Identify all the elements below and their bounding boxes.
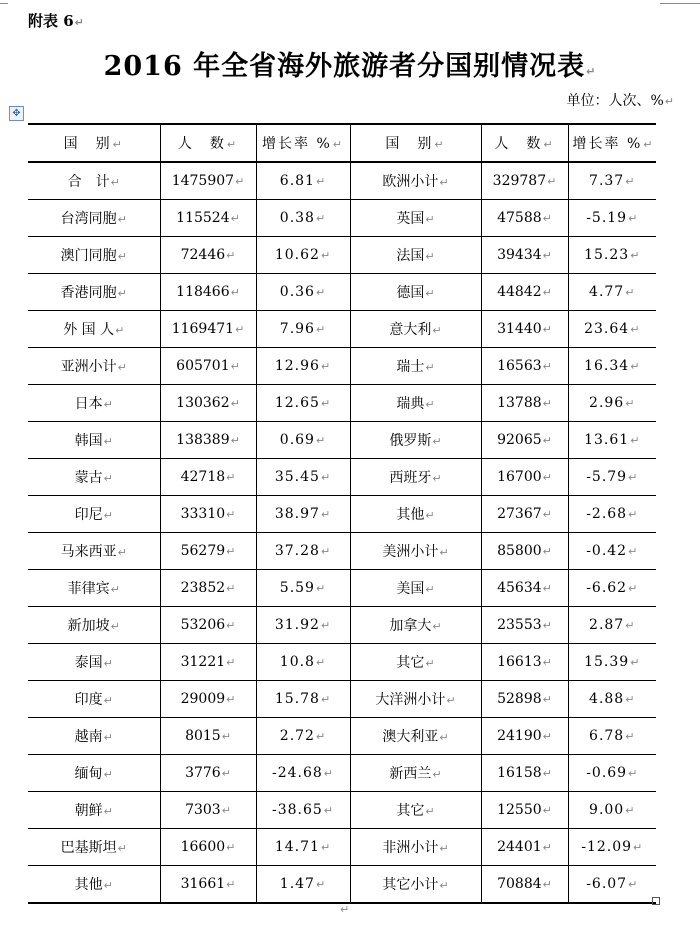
growth-cell: -0.42↵ xyxy=(568,533,656,570)
growth-cell: 2.96↵ xyxy=(568,385,656,422)
country-cell: 欧洲小计↵ xyxy=(350,162,481,200)
count-cell: 118466↵ xyxy=(160,274,256,311)
growth-cell: 4.88↵ xyxy=(568,681,656,718)
country-cell: 澳大利亚↵ xyxy=(350,718,481,755)
country-cell: 马来西亚↵ xyxy=(28,533,160,570)
country-cell: 俄罗斯↵ xyxy=(350,422,481,459)
growth-cell: 0.38↵ xyxy=(256,200,350,237)
country-cell: 新加坡↵ xyxy=(28,607,160,644)
table-row xyxy=(28,607,656,644)
count-cell: 16600↵ xyxy=(160,829,256,866)
count-cell: 70884↵ xyxy=(481,866,568,904)
country-cell: 朝鲜↵ xyxy=(28,792,160,829)
count-cell: 47588↵ xyxy=(481,200,568,237)
table-row xyxy=(28,681,656,718)
count-cell: 45634↵ xyxy=(481,570,568,607)
count-cell: 16700↵ xyxy=(481,459,568,496)
growth-cell: -5.79↵ xyxy=(568,459,656,496)
country-cell: 法国↵ xyxy=(350,237,481,274)
table-row xyxy=(28,792,656,829)
table-resize-handle[interactable] xyxy=(652,897,660,905)
growth-cell: 12.96↵ xyxy=(256,348,350,385)
growth-cell: 6.81↵ xyxy=(256,162,350,200)
growth-cell: 23.64↵ xyxy=(568,311,656,348)
count-cell: 33310↵ xyxy=(160,496,256,533)
count-cell: 138389↵ xyxy=(160,422,256,459)
count-cell: 23852↵ xyxy=(160,570,256,607)
growth-cell: 10.62↵ xyxy=(256,237,350,274)
table-row xyxy=(28,311,656,348)
appendix-label: 附表 6↵ xyxy=(28,12,84,30)
count-cell: 31221↵ xyxy=(160,644,256,681)
page-corner-rule-right xyxy=(660,3,700,4)
move-anchor-icon[interactable]: ✥ xyxy=(9,106,24,121)
country-cell: 其它小计↵ xyxy=(350,866,481,904)
count-cell: 13788↵ xyxy=(481,385,568,422)
col-header-count: 人 数↵ xyxy=(160,124,256,162)
country-cell: 合 计↵ xyxy=(28,162,160,200)
col-header-growth: 增长率 %↵ xyxy=(256,124,350,162)
country-cell: 非洲小计↵ xyxy=(350,829,481,866)
count-cell: 1475907↵ xyxy=(160,162,256,200)
country-cell: 意大利↵ xyxy=(350,311,481,348)
growth-cell: 5.59↵ xyxy=(256,570,350,607)
growth-cell: 9.00↵ xyxy=(568,792,656,829)
country-cell: 缅甸↵ xyxy=(28,755,160,792)
country-cell: 其他↵ xyxy=(350,496,481,533)
count-cell: 115524↵ xyxy=(160,200,256,237)
count-cell: 24401↵ xyxy=(481,829,568,866)
count-cell: 130362↵ xyxy=(160,385,256,422)
table-row xyxy=(28,755,656,792)
end-paragraph-mark: ↵ xyxy=(340,903,350,916)
growth-cell: 7.96↵ xyxy=(256,311,350,348)
count-cell: 7303↵ xyxy=(160,792,256,829)
country-cell: 巴基斯坦↵ xyxy=(28,829,160,866)
growth-cell: 35.45↵ xyxy=(256,459,350,496)
growth-cell: 38.97↵ xyxy=(256,496,350,533)
count-cell: 3776↵ xyxy=(160,755,256,792)
col-header-country: 国 别↵ xyxy=(28,124,160,162)
growth-cell: -6.07↵ xyxy=(568,866,656,904)
growth-cell: 10.8↵ xyxy=(256,644,350,681)
country-cell: 瑞典↵ xyxy=(350,385,481,422)
country-cell: 印尼↵ xyxy=(28,496,160,533)
table-row xyxy=(28,866,656,904)
table-row xyxy=(28,570,656,607)
growth-cell: -5.19↵ xyxy=(568,200,656,237)
country-cell: 蒙古↵ xyxy=(28,459,160,496)
col-header-growth-2: 增长率 %↵ xyxy=(568,124,656,162)
count-cell: 27367↵ xyxy=(481,496,568,533)
count-cell: 329787↵ xyxy=(481,162,568,200)
growth-cell: -0.69↵ xyxy=(568,755,656,792)
page-corner-rule-left xyxy=(0,3,8,4)
growth-cell: 15.39↵ xyxy=(568,644,656,681)
growth-cell: 0.36↵ xyxy=(256,274,350,311)
country-cell: 瑞士↵ xyxy=(350,348,481,385)
table-row xyxy=(28,200,656,237)
count-cell: 56279↵ xyxy=(160,533,256,570)
table-row xyxy=(28,237,656,274)
growth-cell: 37.28↵ xyxy=(256,533,350,570)
country-cell: 日本↵ xyxy=(28,385,160,422)
table-row xyxy=(28,829,656,866)
country-cell: 外 国 人↵ xyxy=(28,311,160,348)
growth-cell: 12.65↵ xyxy=(256,385,350,422)
count-cell: 31440↵ xyxy=(481,311,568,348)
count-cell: 92065↵ xyxy=(481,422,568,459)
growth-cell: 15.23↵ xyxy=(568,237,656,274)
growth-cell: 2.72↵ xyxy=(256,718,350,755)
table-row xyxy=(28,385,656,422)
count-cell: 1169471↵ xyxy=(160,311,256,348)
table-row xyxy=(28,718,656,755)
country-cell: 美洲小计↵ xyxy=(350,533,481,570)
country-cell: 新西兰↵ xyxy=(350,755,481,792)
header-row xyxy=(28,124,656,162)
count-cell: 31661↵ xyxy=(160,866,256,904)
count-cell: 29009↵ xyxy=(160,681,256,718)
country-cell: 英国↵ xyxy=(350,200,481,237)
growth-cell: 4.77↵ xyxy=(568,274,656,311)
count-cell: 39434↵ xyxy=(481,237,568,274)
tourist-table xyxy=(28,123,656,904)
count-cell: 16563↵ xyxy=(481,348,568,385)
count-cell: 85800↵ xyxy=(481,533,568,570)
growth-cell: -24.68↵ xyxy=(256,755,350,792)
count-cell: 53206↵ xyxy=(160,607,256,644)
growth-cell: 2.87↵ xyxy=(568,607,656,644)
growth-cell: 7.37↵ xyxy=(568,162,656,200)
country-cell: 其他↵ xyxy=(28,866,160,904)
page-title: 2016 年全省海外旅游者分国别情况表↵ xyxy=(103,51,597,82)
country-cell: 德国↵ xyxy=(350,274,481,311)
table-row xyxy=(28,274,656,311)
growth-cell: -12.09↵ xyxy=(568,829,656,866)
growth-cell: 13.61↵ xyxy=(568,422,656,459)
count-cell: 16158↵ xyxy=(481,755,568,792)
col-header-count-2: 人 数↵ xyxy=(481,124,568,162)
count-cell: 16613↵ xyxy=(481,644,568,681)
country-cell: 泰国↵ xyxy=(28,644,160,681)
country-cell: 越南↵ xyxy=(28,718,160,755)
growth-cell: 16.34↵ xyxy=(568,348,656,385)
col-header-country-2: 国 别↵ xyxy=(350,124,481,162)
growth-cell: 1.47↵ xyxy=(256,866,350,904)
count-cell: 72446↵ xyxy=(160,237,256,274)
count-cell: 605701↵ xyxy=(160,348,256,385)
country-cell: 印度↵ xyxy=(28,681,160,718)
country-cell: 美国↵ xyxy=(350,570,481,607)
table-row xyxy=(28,644,656,681)
unit-label: 单位：人次、%↵ xyxy=(566,93,674,109)
table-row xyxy=(28,162,656,200)
country-cell: 大洋洲小计↵ xyxy=(350,681,481,718)
table-row xyxy=(28,348,656,385)
growth-cell: 6.78↵ xyxy=(568,718,656,755)
count-cell: 12550↵ xyxy=(481,792,568,829)
country-cell: 其它↵ xyxy=(350,792,481,829)
country-cell: 其它↵ xyxy=(350,644,481,681)
count-cell: 24190↵ xyxy=(481,718,568,755)
growth-cell: -38.65↵ xyxy=(256,792,350,829)
count-cell: 52898↵ xyxy=(481,681,568,718)
country-cell: 加拿大↵ xyxy=(350,607,481,644)
growth-cell: 15.78↵ xyxy=(256,681,350,718)
country-cell: 韩国↵ xyxy=(28,422,160,459)
growth-cell: 31.92↵ xyxy=(256,607,350,644)
country-cell: 西班牙↵ xyxy=(350,459,481,496)
country-cell: 澳门同胞↵ xyxy=(28,237,160,274)
growth-cell: -6.62↵ xyxy=(568,570,656,607)
count-cell: 44842↵ xyxy=(481,274,568,311)
count-cell: 23553↵ xyxy=(481,607,568,644)
country-cell: 香港同胞↵ xyxy=(28,274,160,311)
table-row xyxy=(28,422,656,459)
table-row xyxy=(28,496,656,533)
table-row xyxy=(28,533,656,570)
count-cell: 8015↵ xyxy=(160,718,256,755)
country-cell: 亚洲小计↵ xyxy=(28,348,160,385)
growth-cell: 0.69↵ xyxy=(256,422,350,459)
table-row xyxy=(28,459,656,496)
growth-cell: 14.71↵ xyxy=(256,829,350,866)
growth-cell: -2.68↵ xyxy=(568,496,656,533)
country-cell: 台湾同胞↵ xyxy=(28,200,160,237)
country-cell: 菲律宾↵ xyxy=(28,570,160,607)
count-cell: 42718↵ xyxy=(160,459,256,496)
